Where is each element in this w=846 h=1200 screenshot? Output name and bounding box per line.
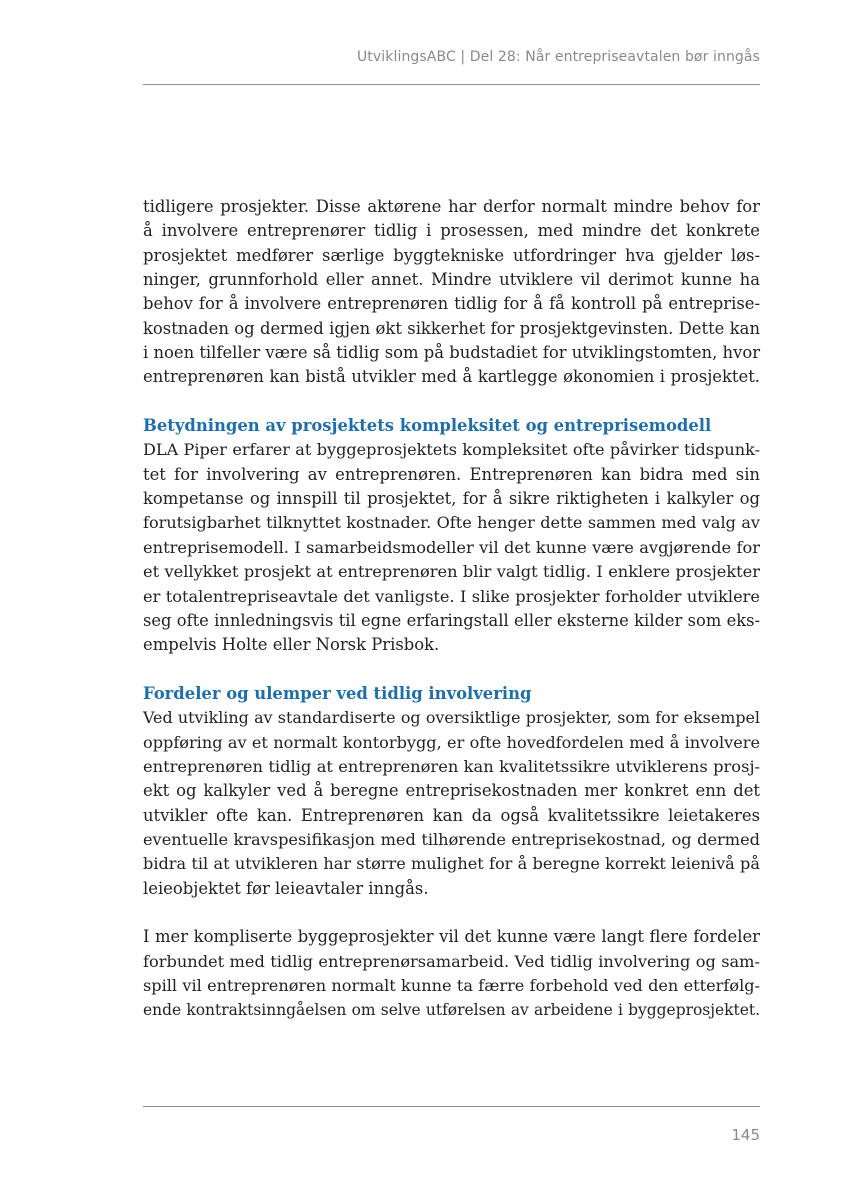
- text-line: tet for involvering av entreprenøren. Entreprenøren kan bidra med sin: [143, 464, 760, 484]
- section-heading: Betydningen av prosjektets kompleksitet og entreprisemodell: [143, 416, 712, 436]
- text-line: utvikler ofte kan. Entreprenøren kan da også kvalitetssikre leietakeres: [143, 805, 760, 825]
- text-line: entreprenøren kan bistå utvikler med å kartlegge økonomien i prosjektet.: [143, 367, 760, 387]
- body-text: [143, 195, 760, 1023]
- text-line: oppføring av et normalt kontorbygg, er ofte hovedfordelen med å involvere: [143, 732, 760, 752]
- text-line: er totalentrepriseavtale det vanligste. I slike prosjekter forholder utviklere: [143, 586, 760, 606]
- text-line: DLA Piper erfarer at byggeprosjektets kompleksitet ofte påvirker tidspunk-: [143, 440, 760, 460]
- text-line: å involvere entreprenører tidlig i prosessen, med mindre det konkrete: [143, 221, 760, 241]
- text-line: forbundet med tidlig entreprenørsamarbeid. Ved tidlig involvering og sam-: [143, 951, 760, 971]
- text-line: bidra til at utvikleren har større mulighet for å beregne korrekt leienivå på: [143, 854, 760, 874]
- text-line: prosjektet medfører særlige byggtekniske utfordringer hva gjelder løs-: [143, 245, 760, 265]
- text-line: i noen tilfeller være så tidlig som på budstadiet for utviklingstomten, hvor: [143, 343, 761, 363]
- text-line: I mer kompliserte byggeprosjekter vil det kunne være langt flere fordeler: [143, 927, 760, 947]
- text-line: leieobjektet før leieavtaler inngås.: [143, 878, 429, 898]
- text-line: entreprenøren tidlig at entreprenøren kan kvalitetssikre utviklerens prosj-: [143, 756, 760, 776]
- text-line: behov for å involvere entreprenøren tidlig for å få kontroll på entreprise-: [143, 294, 760, 314]
- header-rule: [143, 84, 760, 85]
- text-line: forutsigbarhet tilknyttet kostnader. Ofte henger dette sammen med valg av: [143, 513, 760, 533]
- section: [143, 682, 760, 901]
- text-line: ninger, grunnforhold eller annet. Mindre utviklere vil derimot kunne ha: [143, 270, 760, 290]
- paragraph: [143, 925, 760, 1022]
- text-line: ende kontraktsinngåelsen om selve utførelsen av arbeidene i byggeprosjektet.: [143, 1001, 760, 1020]
- text-line: spill vil entreprenøren normalt kunne ta færre forbehold ved den etterfølg-: [143, 976, 760, 995]
- section-heading: Fordeler og ulemper ved tidlig involvering: [143, 683, 532, 703]
- text-line: eventuelle kravspesifikasjon med tilhørende entreprisekostnad, og dermed: [143, 829, 760, 849]
- text-line: entreprisemodell. I samarbeidsmodeller vil det kunne være avgjørende for: [143, 537, 760, 557]
- running-header: UtviklingsABC | Del 28: Når entrepriseavtalen bør inngås: [356, 49, 760, 65]
- paragraph: [143, 195, 760, 390]
- page-number: 145: [731, 1126, 760, 1144]
- text-line: kostnaden og dermed igjen økt sikkerhet for prosjektgevinsten. Dette kan: [143, 318, 760, 338]
- text-line: ekt og kalkyler ved å beregne entreprisekostnaden mer konkret enn det: [143, 781, 760, 801]
- footer-rule: [143, 1106, 760, 1107]
- text-line: Ved utvikling av standardiserte og oversiktlige prosjekter, som for eksempel: [143, 708, 760, 728]
- text-line: et vellykket prosjekt at entreprenøren blir valgt tidlig. I enklere prosjekter: [143, 562, 760, 582]
- text-line: seg ofte innledningsvis til egne erfaringstall eller eksterne kilder som eks-: [143, 610, 760, 630]
- section: [143, 414, 760, 657]
- text-line: kompetanse og innspill til prosjektet, for å sikre riktigheten i kalkyler og: [143, 489, 760, 509]
- text-line: empelvis Holte eller Norsk Prisbok.: [143, 635, 440, 655]
- text-line: tidligere prosjekter. Disse aktørene har derfor normalt mindre behov for: [143, 197, 760, 216]
